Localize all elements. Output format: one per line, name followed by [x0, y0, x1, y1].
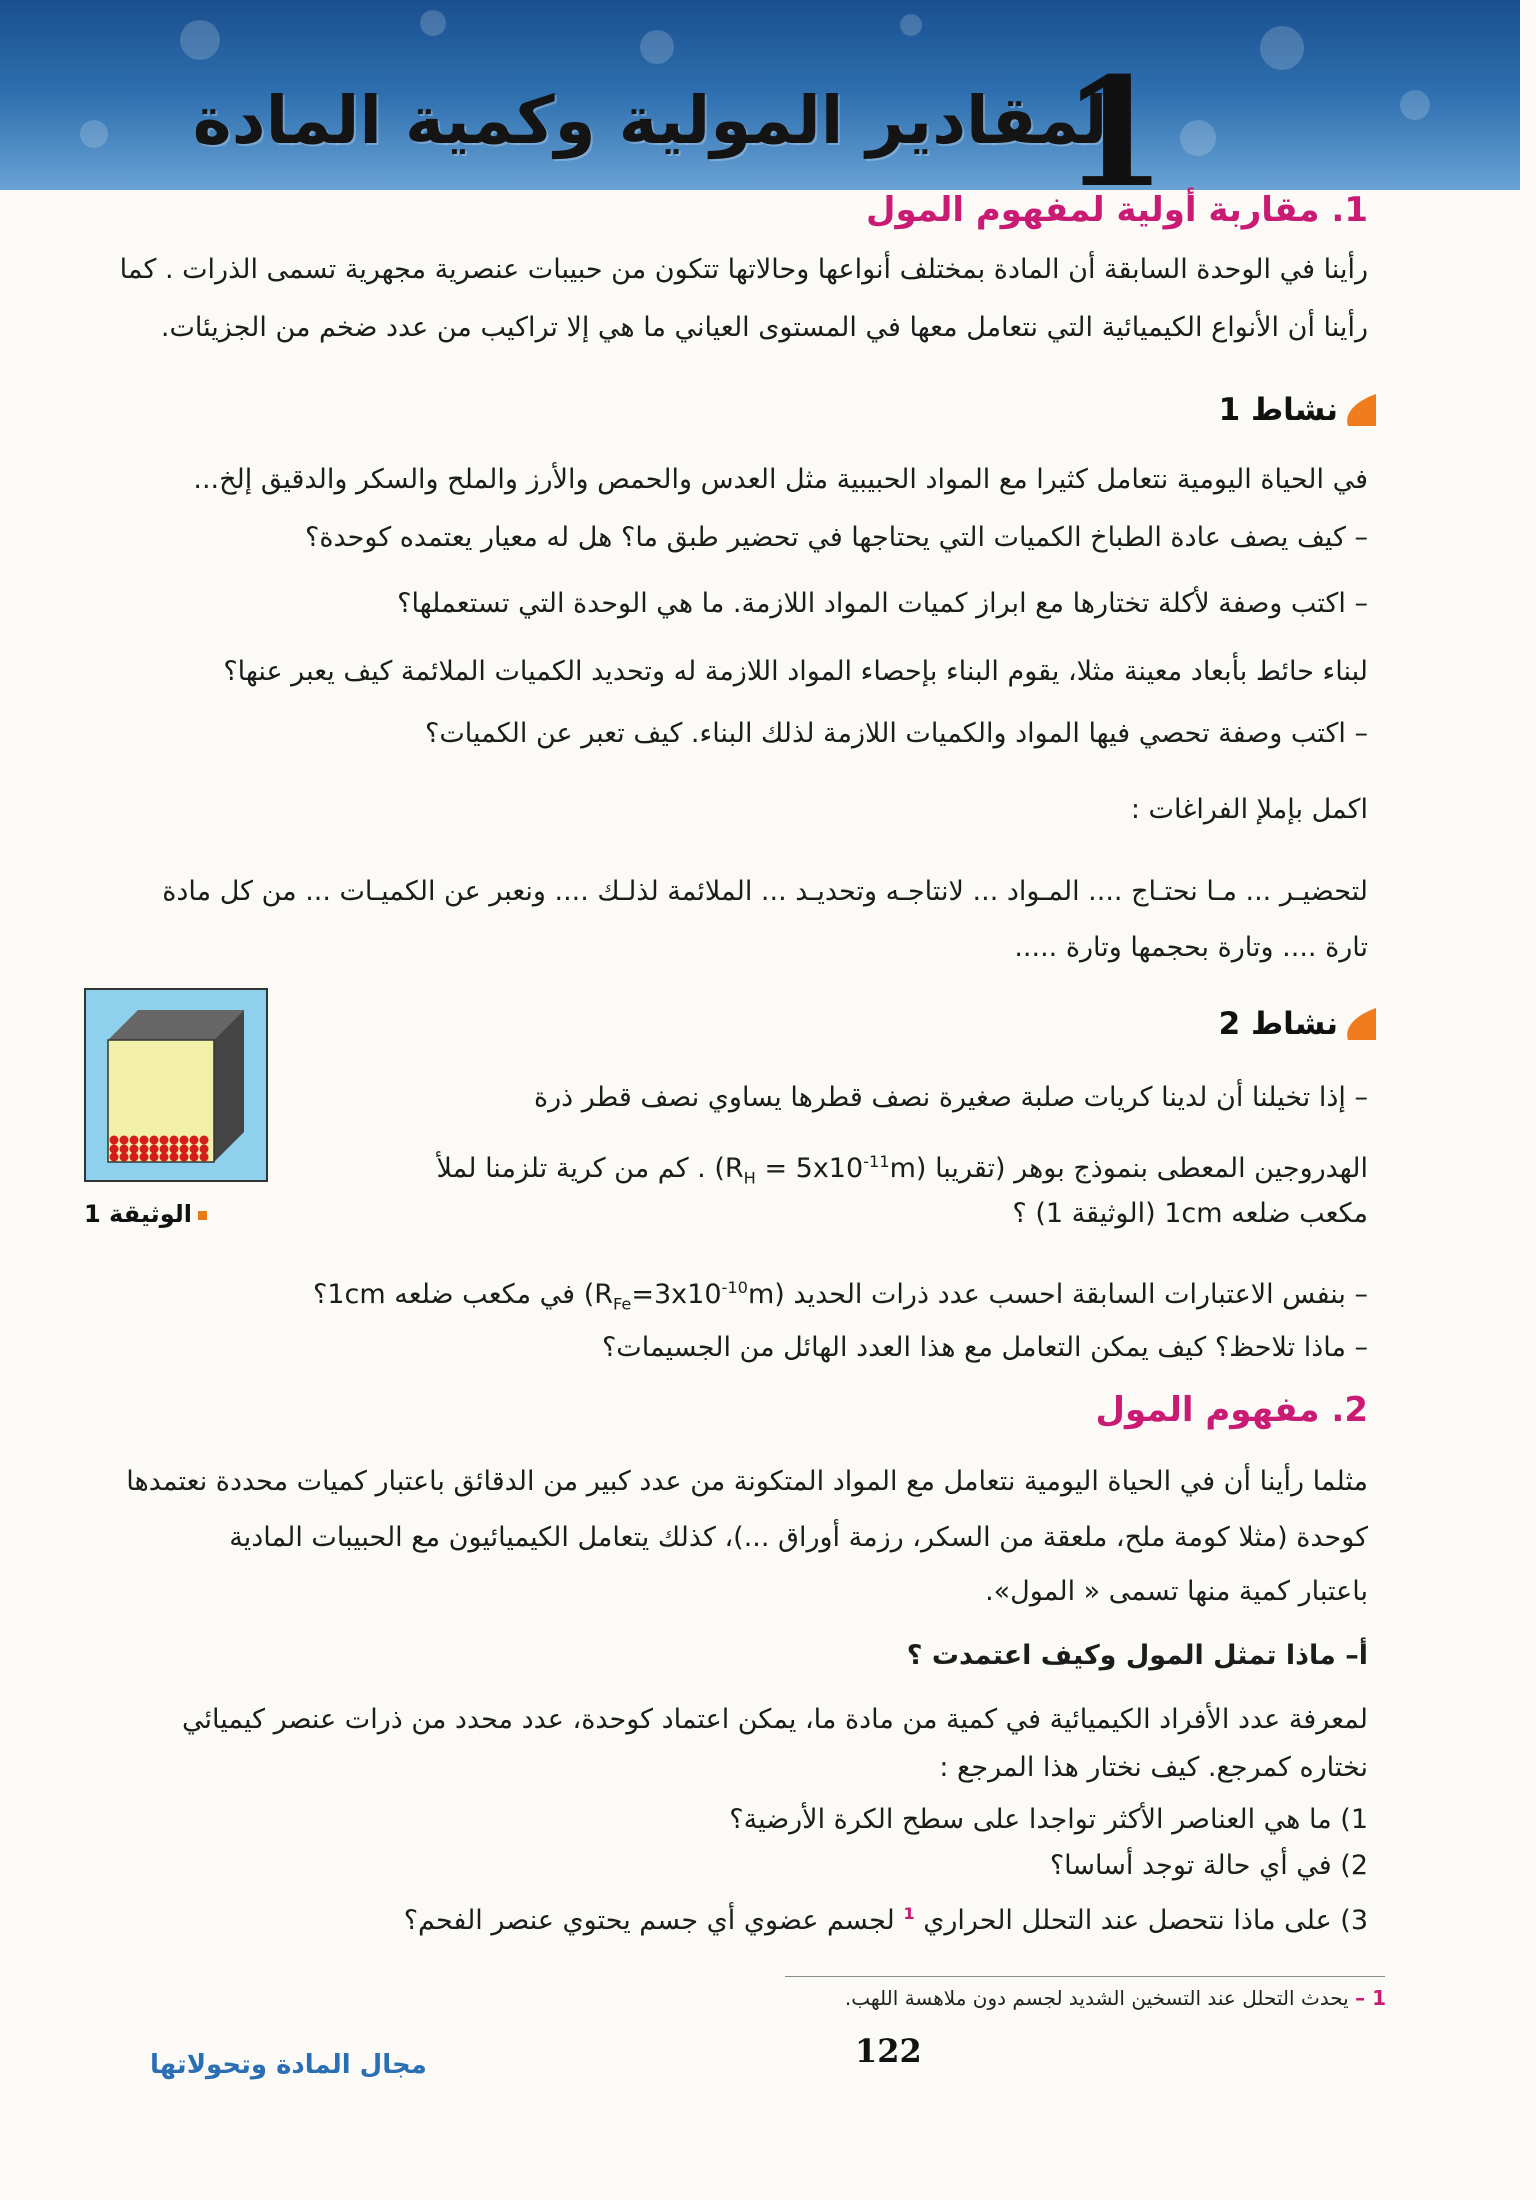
symbol: R: [724, 1153, 744, 1184]
symbol: (R: [583, 1279, 613, 1310]
subscript: H: [743, 1168, 756, 1188]
line-text: الهدروجين المعطى بنموذج بوهر (تقريبا: [935, 1153, 1368, 1184]
activity-1-line: – اكتب وصفة تحصي فيها المواد والكميات اللازمة لذلك البناء. كيف تعبر عن الكميات؟: [425, 718, 1368, 749]
section-2-line: باعتبار كمية منها تسمى « المول».: [985, 1576, 1368, 1607]
footnote-text: يحدث التحلل عند التسخين الشديد لجسم دون ملاهسة اللهب.: [844, 1986, 1349, 2010]
section-2-sub-line: نختاره كمرجع. كيف نختار هذا المرجع :: [939, 1752, 1368, 1783]
activity-1-line: – كيف يصف عادة الطباخ الكميات التي يحتاجها في تحضير طبق ما؟ هل له معيار يعتمده كوحدة؟: [305, 522, 1368, 553]
value: =3x10: [631, 1279, 722, 1310]
activity-2-line: مكعب ضلعه 1cm (الوثيقة 1) ؟: [1012, 1198, 1368, 1229]
chapter-number: 1: [1062, 45, 1167, 190]
question-item: 2) في أي حالة توجد أساسا؟: [1049, 1850, 1368, 1881]
section-2-heading: 2. مفهوم المول: [1095, 1390, 1368, 1430]
section-2-line: مثلما رأينا أن في الحياة اليومية نتعامل مع المواد المتكونة من عدد كبير من الدقائق باعتبار كميات محددة نعتمدها: [126, 1466, 1368, 1497]
activity-marker-icon: [1342, 1006, 1380, 1044]
footnote-reference: 1: [903, 1904, 915, 1923]
activity-1-line: في الحياة اليومية نتعامل كثيرا مع المواد الحبيبية مثل العدس والحمص والأرز والملح والسكر والدقيق إلخ...: [193, 464, 1368, 495]
exponent: -11: [863, 1152, 890, 1171]
document-1-caption: [84, 1200, 207, 1228]
fill-blanks-title: اكمل بإملإ الفراغات :: [1130, 794, 1368, 825]
activity-1-heading: نشاط 1: [1218, 392, 1338, 428]
activity-2-line: [313, 1268, 1368, 1324]
unit: m): [747, 1279, 785, 1310]
iron-radius: [583, 1278, 785, 1314]
footnote: [845, 1986, 1386, 2010]
square-bullet-icon: [198, 1211, 207, 1220]
activity-1-line: – اكتب وصفة لأكلة تختارها مع ابراز كميات المواد اللازمة. ما هي الوحدة التي تستعملها؟: [397, 588, 1368, 619]
activity-2-line: – ماذا تلاحظ؟ كيف يمكن التعامل مع هذا العدد الهائل من الجسيمات؟: [601, 1332, 1368, 1363]
line-text: في مكعب ضلعه 1cm؟: [312, 1279, 576, 1310]
footnote-mark: 1 –: [1355, 1986, 1386, 2010]
activity-marker-icon: [1342, 392, 1380, 430]
section-2-line: كوحدة (مثلا كومة ملح، ملعقة من السكر، رزمة أوراق ...)، كذلك يتعامل الكيميائيون مع الحبيبات المادية: [229, 1522, 1368, 1553]
sub-heading: أ– ماذا تمثل المول وكيف اعتمدت ؟: [906, 1640, 1368, 1671]
value: = 5x10: [755, 1153, 864, 1184]
activity-2-line: – إذا تخيلنا أن لدينا كريات صلبة صغيرة نصف قطرها يساوي نصف قطر ذرة: [534, 1082, 1368, 1113]
line-text: 3) على ماذا نتحصل عند التحلل الحراري: [923, 1905, 1368, 1936]
footnote-divider: [785, 1976, 1385, 1977]
page-number: 122: [855, 2032, 922, 2070]
footer-domain: مجال المادة وتحولاتها: [150, 2050, 427, 2080]
chapter-title: المقادير المولية وكمية المادة: [192, 82, 1130, 159]
caption-text: الوثيقة 1: [84, 1200, 192, 1228]
line-text: – بنفس الاعتبارات السابقة احسب عدد ذرات الحديد: [793, 1279, 1368, 1310]
section-1-line: رأينا في الوحدة السابقة أن المادة بمختلف أنواعها وحالاتها تتكون من حبيبات عنصرية مجهرية تسمى الذرات . كما: [119, 254, 1368, 285]
activity-2-line: [437, 1142, 1368, 1198]
fill-blanks-line: تارة .... وتارة بحجمها وتارة .....: [1014, 932, 1368, 963]
section-1-heading: 1. مقاربة أولية لمفهوم المول: [866, 190, 1368, 230]
subscript: Fe: [612, 1294, 632, 1314]
activity-2-heading: نشاط 2: [1218, 1006, 1338, 1042]
chapter-banner: [0, 0, 1520, 190]
line-text: لجسم عضوي أي جسم يحتوي عنصر الفحم؟: [403, 1905, 895, 1936]
cube-with-spheres-illustration: [86, 990, 266, 1180]
fill-blanks-line: لتحضيـر ... مـا نحتـاج .... المـواد ... لانتاجـه وتحديـد ... الملائمة لذلـك .... ونعبر عن الكميـات ... من كل مادة: [162, 876, 1368, 907]
question-item: [404, 1894, 1368, 1941]
section-1-line: رأينا أن الأنواع الكيميائية التي نتعامل معها في المستوى العياني ما هي إلا تراكيب من عدد ضخم من الجزيئات.: [160, 312, 1368, 343]
exponent: -10: [721, 1278, 748, 1297]
question-item: 1) ما هي العناصر الأكثر تواجدا على سطح الكرة الأرضية؟: [729, 1804, 1368, 1835]
unit: m): [889, 1153, 927, 1184]
hydrogen-radius: $(R_H = 5x10^{-11}m)$: [714, 1152, 927, 1188]
activity-1-line: لبناء حائط بأبعاد معينة مثلا، يقوم البناء بإحصاء المواد اللازمة له وتحديد الكميات الملائمة كيف يعبر عنها؟: [223, 656, 1368, 687]
document-1-figure: [84, 988, 268, 1182]
line-text: . كم من كرية تلزمنا لملأ: [436, 1153, 706, 1184]
section-2-sub-line: لمعرفة عدد الأفراد الكيميائية في كمية من مادة ما، يمكن اعتماد كوحدة، عدد محدد من ذرات عنصر كيميائي: [182, 1704, 1368, 1735]
